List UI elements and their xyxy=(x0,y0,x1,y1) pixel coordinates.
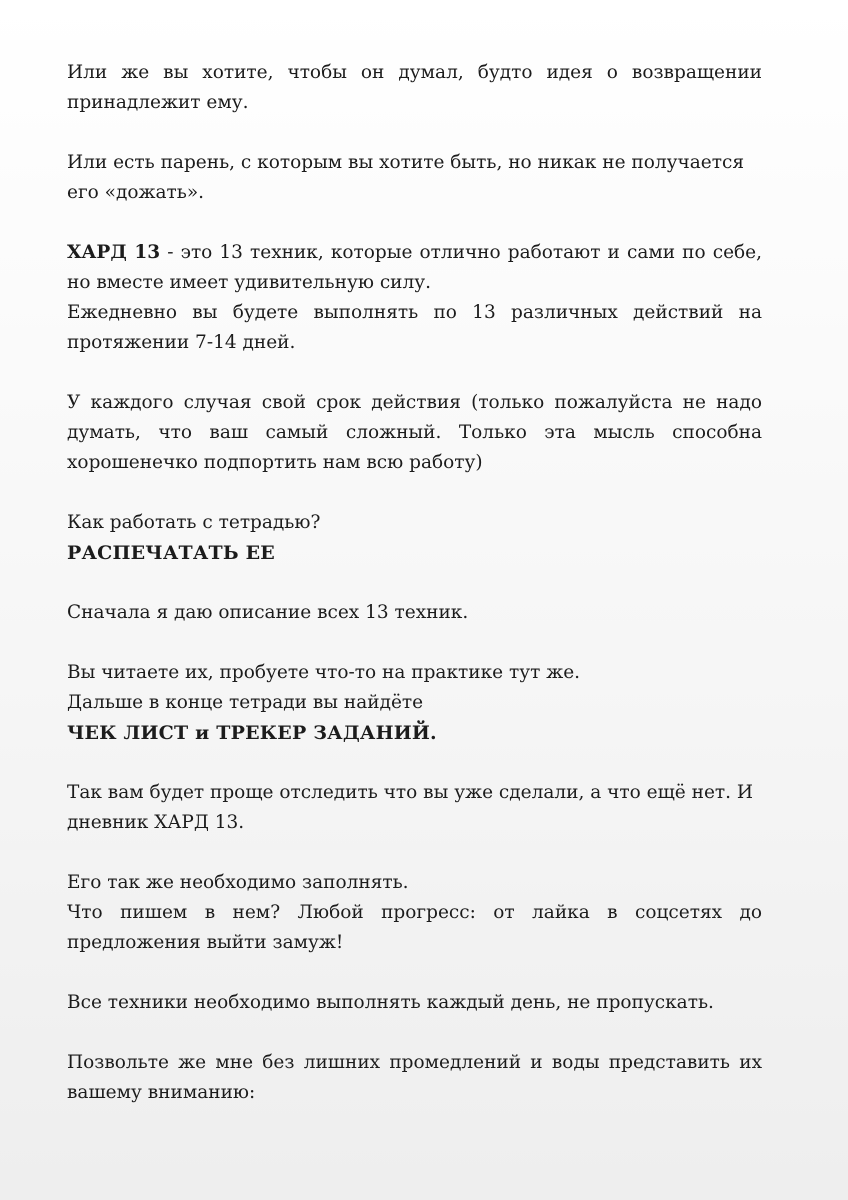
paragraph-hard13 xyxy=(67,238,762,298)
paragraph-introduce: Позвольте же мне без лишних промедлений и воды представить их вашему вниманию: xyxy=(67,1052,762,1103)
heading-print-it: РАСПЕЧАТАТЬ ЕЕ xyxy=(67,542,275,564)
paragraph-track-progress: Так вам будет проще отследить что вы уже сделали, а что ещё нет. И дневник ХАРД 13. xyxy=(67,782,754,833)
paragraph-every-day: Все техники необходимо выполнять каждый день, не пропускать. xyxy=(67,992,714,1013)
paragraph-deadline: У каждого случая свой срок действия (только пожалуйста не надо думать, что ваш самый сложный. Только эта мысль способна хорошенечко подпортить нам всю работу) xyxy=(67,392,762,473)
paragraph-idea-return: Или же вы хотите, чтобы он думал, будто идея о возвращении принадлежит ему. xyxy=(67,62,762,113)
paragraph-guy: Или есть парень, с которым вы хотите быть, но никак не получается его «дожать». xyxy=(67,152,744,203)
paragraph-fill-diary: Его так же необходимо заполнять. xyxy=(67,872,409,893)
paragraph-end-of-notebook: Дальше в конце тетради вы найдёте xyxy=(67,692,424,713)
hard13-title: ХАРД 13 xyxy=(67,242,161,263)
hard13-description: - это 13 техник, которые отлично работают и сами по себе, но вместе имеет удивительную силу. xyxy=(67,242,762,293)
heading-checklist-tracker: ЧЕК ЛИСТ и ТРЕКЕР ЗАДАНИЙ. xyxy=(67,722,437,744)
paragraph-what-to-write: Что пишем в нем? Любой прогресс: от лайка в соцсетях до предложения выйти замуж! xyxy=(67,902,762,953)
question-how-to-work: Как работать с тетрадью? xyxy=(67,512,321,533)
paragraph-description-first: Сначала я даю описание всех 13 техник. xyxy=(67,602,469,623)
paragraph-read-try: Вы читаете их, пробуете что-то на практике тут же. xyxy=(67,662,581,683)
paragraph-daily-actions: Ежедневно вы будете выполнять по 13 различных действий на протяжении 7-14 дней. xyxy=(67,302,762,353)
